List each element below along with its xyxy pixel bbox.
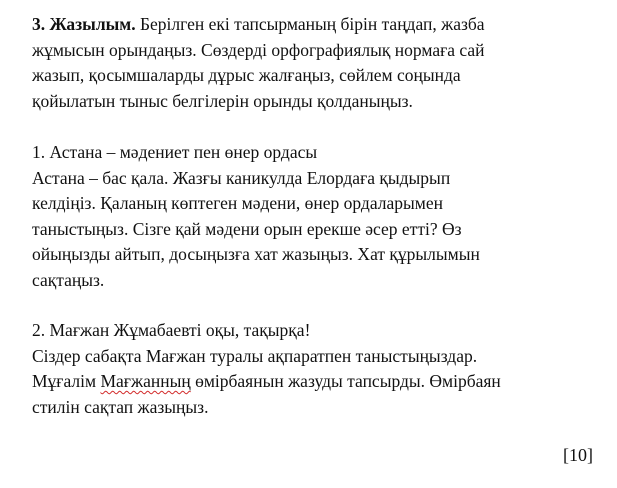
option-1-line-4: ойыңызды айтып, досыңызға хат жазыңыз. Хат құрылымын (32, 244, 480, 264)
task-text: Берілген екі тапсырманың бірін таңдап, жазба (135, 14, 485, 34)
option-1-line-2: келдіңіз. Қаланың көптеген мәдени, өнер ордаларымен (32, 193, 443, 213)
task-line-4: қойылатын тыныс белгілерін орынды қолданыңыз. (32, 90, 413, 111)
option-2-line-2-start: Мұғалім (32, 371, 101, 391)
option-2-line-3: стилін сақтап жазыңыз. (32, 396, 209, 417)
score-marker: [10] (563, 445, 593, 465)
option-2-line-1: Сіздер сабақта Мағжан туралы ақпаратпен таныстыңыздар. (32, 345, 478, 366)
option-1-heading: 1. Астана – мәдениет пен өнер ордасы (32, 142, 318, 162)
option-2-line-2-end: өмірбаянын жазуды тапсырды. Өмірбаян (190, 371, 501, 391)
option-2-heading: 2. Мағжан Жұмабаевті оқы, тақырқа! (32, 320, 311, 340)
task-line-1 (32, 12, 602, 38)
task-instructions (32, 12, 602, 114)
option-1 (32, 140, 602, 293)
task-line-3: жазып, қосымшаларды дұрыс жалғаңыз, сөйлем соңында (32, 65, 461, 85)
option-1-line-3: таныстыңыз. Сізге қай мәдени орын ерекше әсер етті? Өз (32, 218, 462, 239)
spellcheck-word: Мағжанның (100, 371, 191, 391)
option-1-line-1: Астана – бас қала. Жазғы каникулда Елордаға қыдырып (32, 167, 451, 188)
task-number-title: 3. Жазылым. (32, 14, 136, 34)
option-1-line-5: сақтаңыз. (32, 269, 105, 290)
option-2-line-2 (32, 369, 602, 395)
task-line-2: жұмысын орындаңыз. Сөздерді орфографиялық нормаға сай (32, 39, 485, 60)
option-2 (32, 318, 602, 420)
